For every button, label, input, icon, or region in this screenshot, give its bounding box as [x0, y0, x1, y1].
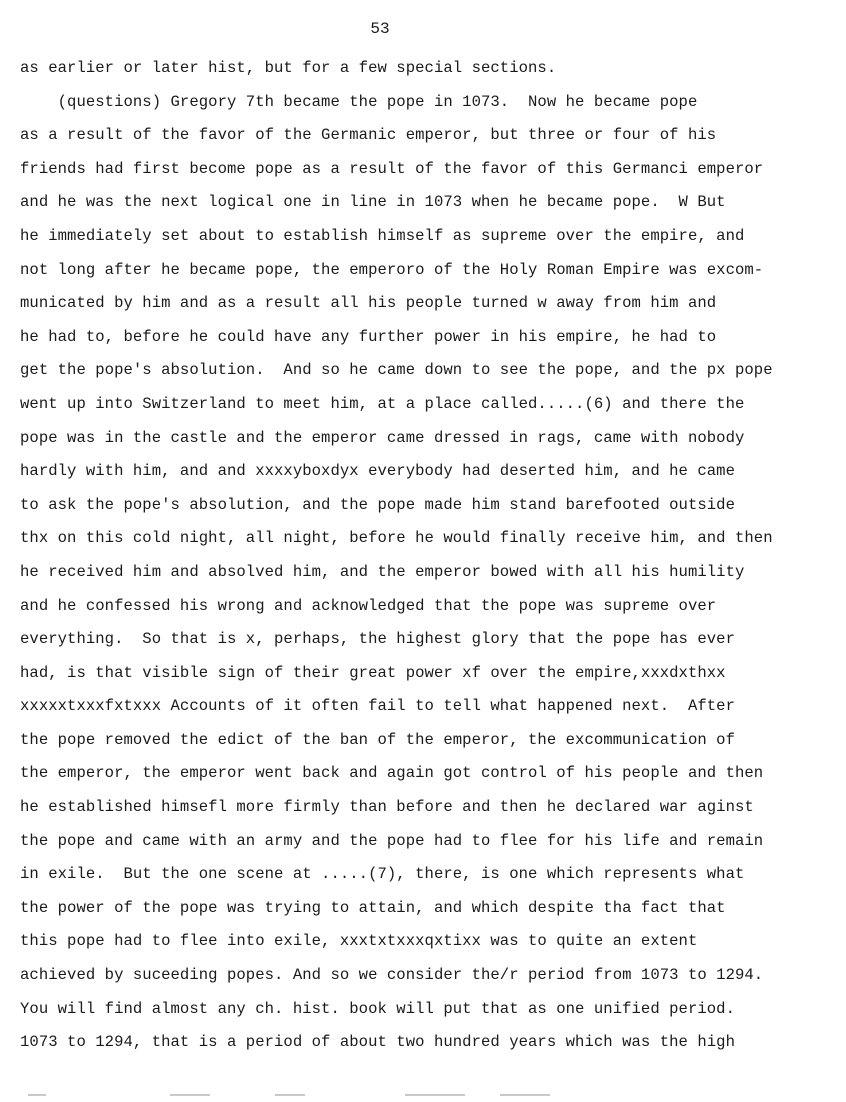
text-line: to ask the pope's absolution, and the pope made him stand barefooted outside	[20, 495, 735, 514]
text-line: as a result of the favor of the Germanic emperor, but three or four of his	[20, 126, 717, 145]
text-line: the pope and came with an army and the pope had to flee for his life and remain	[20, 831, 764, 850]
text-line: the power of the pope was trying to attain, and which despite tha fact that	[20, 898, 726, 917]
text-line: and he was the next logical one in line in 1073 when he became pope. W But	[20, 193, 726, 212]
text-line: achieved by suceeding popes. And so we consider the/r period from 1073 to 1294.	[20, 966, 764, 985]
text-line: You will find almost any ch. hist. book will put that as one unified period.	[20, 999, 735, 1018]
text-line: get the pope's absolution. And so he came down to see the pope, and the px pope	[20, 361, 773, 380]
text-line: 1073 to 1294, that is a period of about two hundred years which was the high	[20, 1033, 735, 1052]
text-line: friends had first become pope as a result of the favor of this Germanci emperor	[20, 159, 764, 178]
page-number: 53	[370, 20, 390, 38]
text-line: municated by him and as a result all his people turned w away from him and	[20, 294, 717, 313]
text-line: the pope removed the edict of the ban of the emperor, the excommunication of	[20, 730, 735, 749]
text-line: as earlier or later hist, but for a few special sections.	[20, 59, 557, 77]
text-line: (questions) Gregory 7th became the pope in 1073. Now he became pope	[20, 92, 698, 111]
text-line: the emperor, the emperor went back and again got control of his people and then	[20, 764, 764, 783]
text-line: had, is that visible sign of their great power xf over the empire,xxxdxthxx	[20, 663, 726, 682]
text-line: he received him and absolved him, and the emperor bowed with all his humility	[20, 562, 745, 581]
body-text	[20, 52, 840, 1060]
text-line: xxxxxtxxxfxtxxx Accounts of it often fail to tell what happened next. After	[20, 697, 735, 716]
text-line: and he confessed his wrong and acknowledged that the pope was supreme over	[20, 596, 717, 615]
text-line: thx on this cold night, all night, before he would finally receive him, and then	[20, 529, 773, 548]
text-line: everything. So that is x, perhaps, the highest glory that the pope has ever	[20, 630, 735, 649]
text-line: hardly with him, and and xxxxyboxdyx everybody had deserted him, and he came	[20, 462, 735, 481]
text-line: he immediately set about to establish himself as supreme over the empire, and	[20, 226, 745, 245]
text-line: went up into Switzerland to meet him, at a place called.....(6) and there the	[20, 394, 745, 413]
text-line: he had to, before he could have any further power in his empire, he had to	[20, 327, 717, 346]
text-line: pope was in the castle and the emperor came dressed in rags, came with nobody	[20, 428, 745, 447]
text-line: he established himsefl more firmly than before and then he declared war aginst	[20, 798, 754, 817]
scan-artifact-marks	[20, 1092, 820, 1098]
text-line: in exile. But the one scene at .....(7), there, is one which represents what	[20, 865, 745, 884]
text-line: not long after he became pope, the emperoro of the Holy Roman Empire was excom-	[20, 260, 764, 279]
text-line: this pope had to flee into exile, xxxtxtxxxqxtixx was to quite an extent	[20, 932, 698, 951]
